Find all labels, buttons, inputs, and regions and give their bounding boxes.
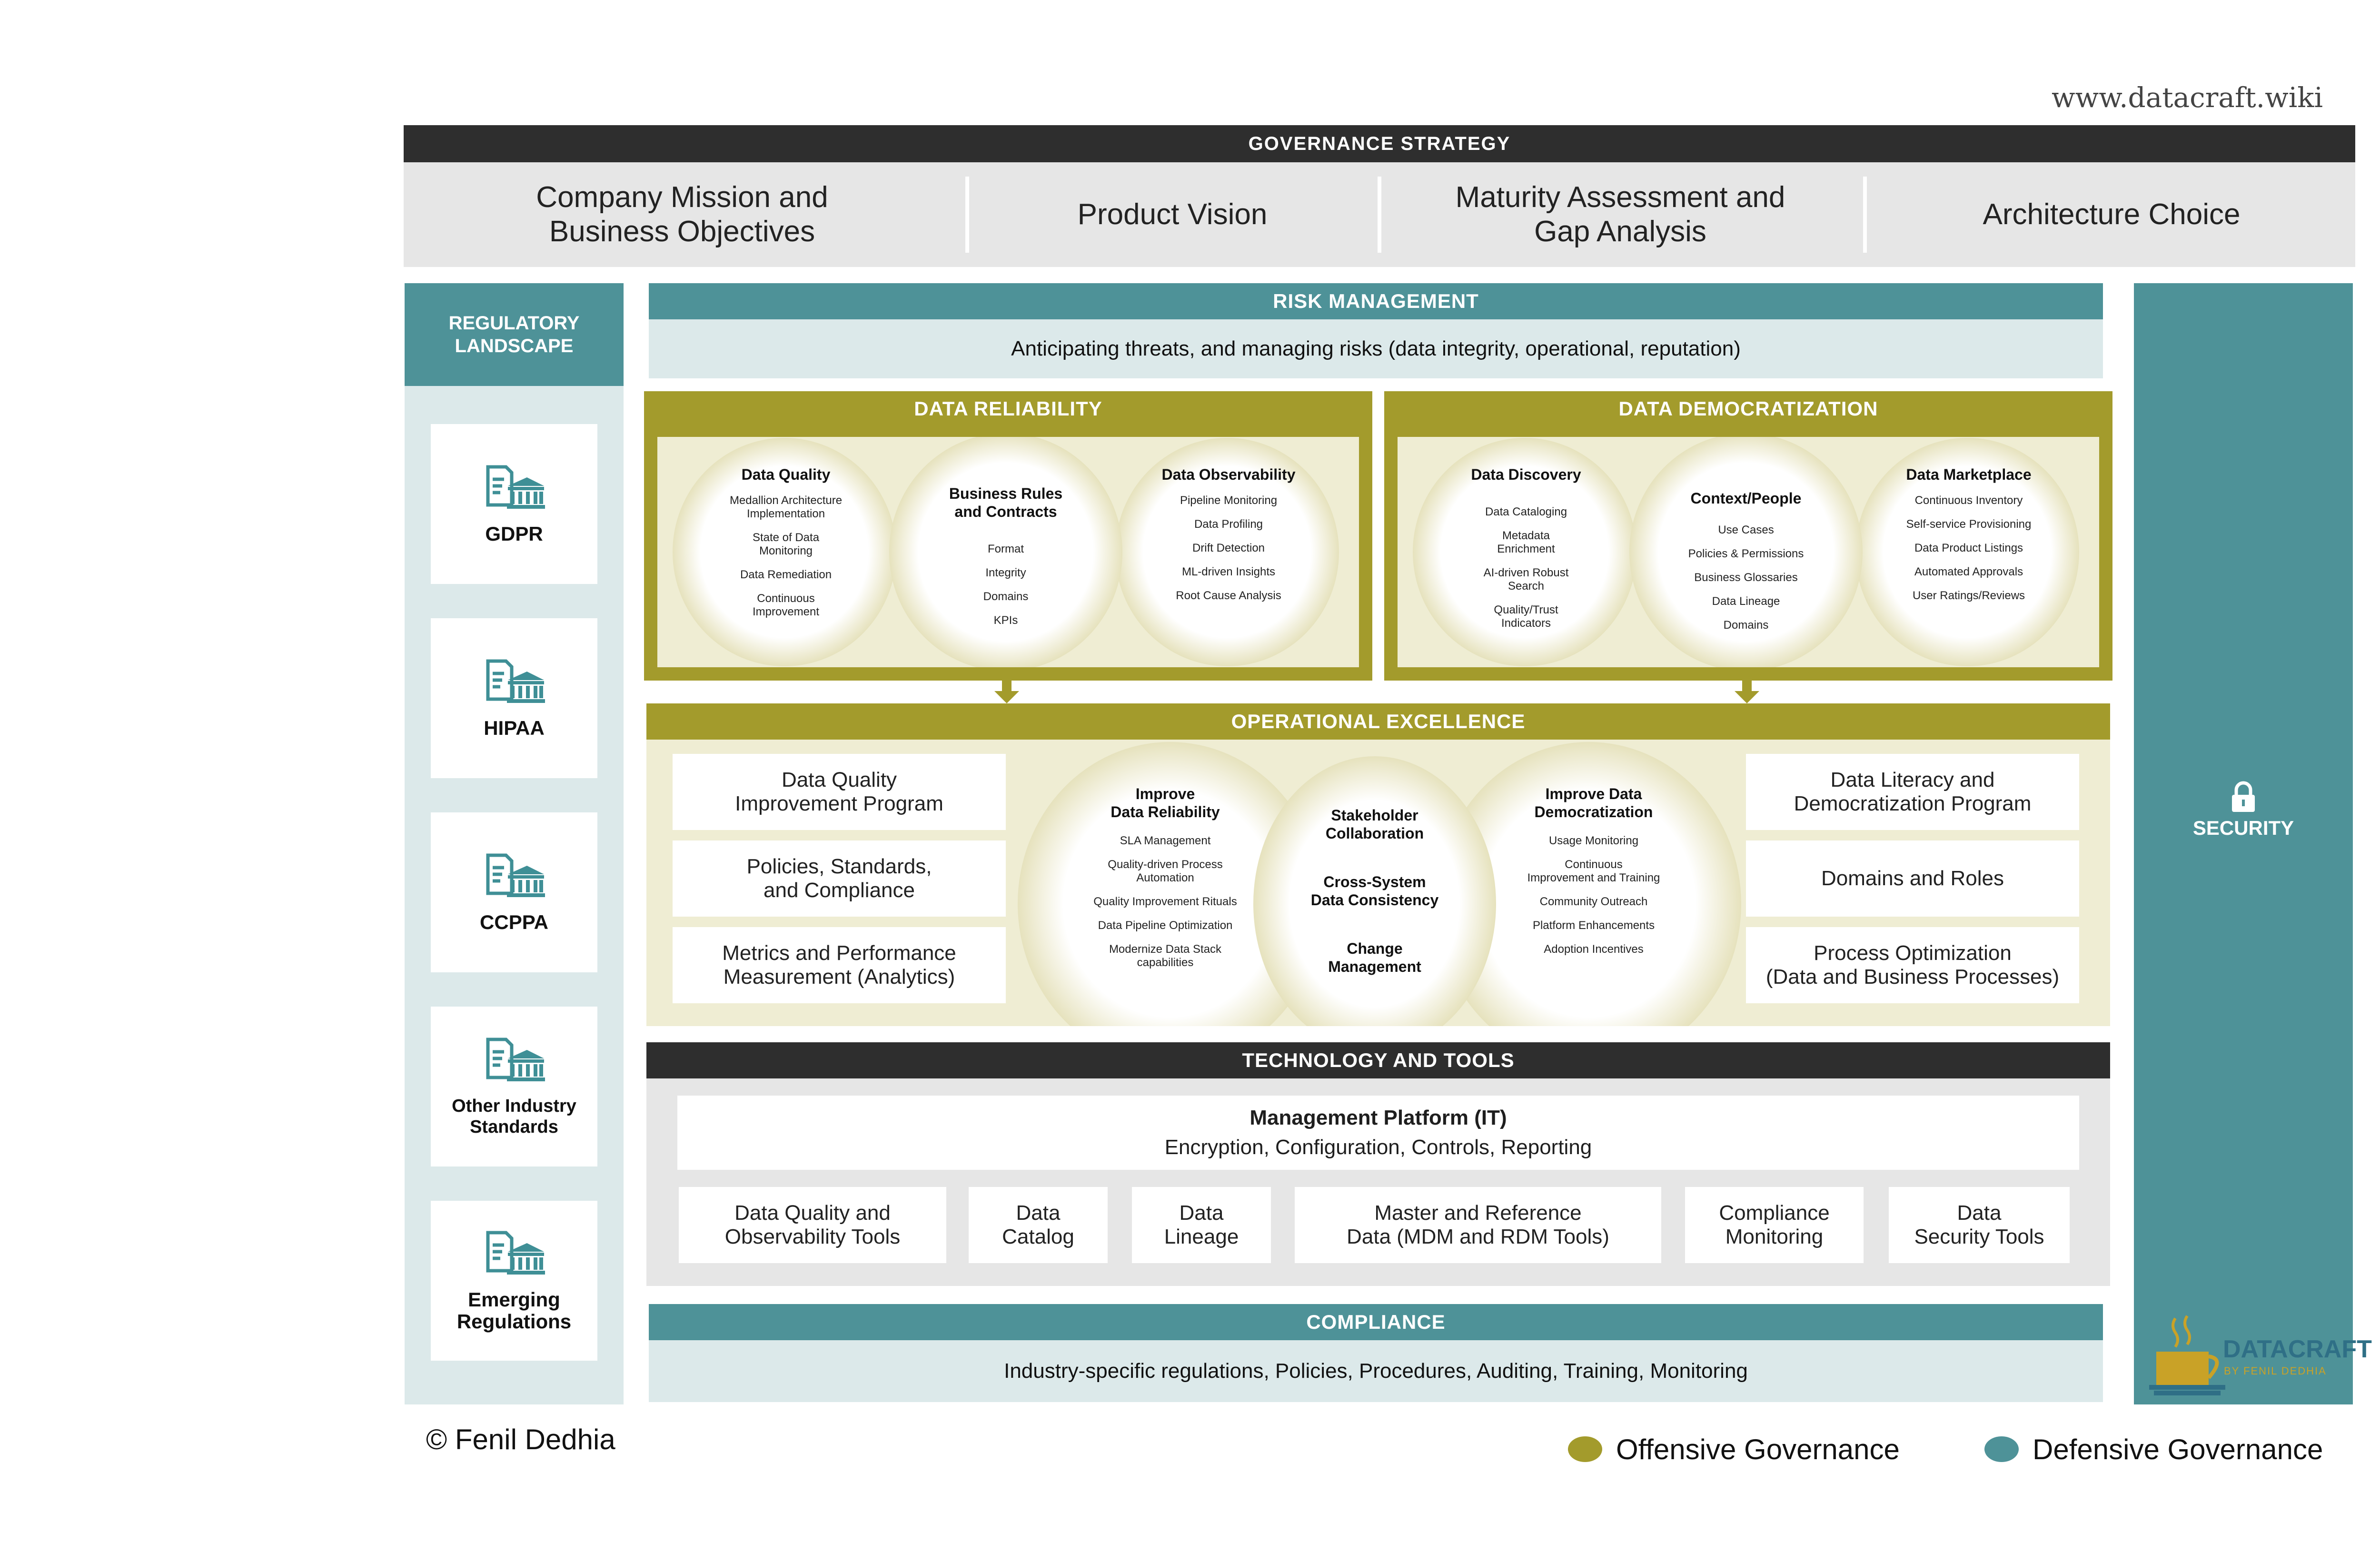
domains-roles-box: Domains and Roles (1746, 840, 2079, 917)
logo-name: DATACRAFT (2223, 1335, 2372, 1363)
lens-item: Quality-driven Process Automation (1108, 858, 1223, 884)
improve-reliability-group (1061, 785, 1270, 969)
website-url: www.datacraft.wiki (2052, 81, 2323, 114)
lens-item: Drift Detection (1192, 542, 1265, 554)
tool-data-catalog: Data Catalog (969, 1187, 1108, 1263)
regulation-card-gdpr (431, 424, 597, 584)
lock-icon (2229, 781, 2258, 813)
data-reliability-content (657, 437, 1359, 667)
gov-item-mission: Company Mission and Business Objectives (536, 181, 828, 248)
tool-mdm-rdm: Master and Reference Data (MDM and RDM Tools) (1295, 1187, 1661, 1263)
lens-item: ML-driven Insights (1181, 565, 1276, 578)
offensive-legend-label: Offensive Governance (1616, 1433, 1900, 1465)
lens-item: Business Glossaries (1694, 571, 1798, 584)
lens-item: Domains (1723, 619, 1769, 632)
data-observability-group (1136, 465, 1321, 603)
lens-item: AI-driven Robust Search (1483, 566, 1569, 593)
divider (1378, 177, 1381, 253)
regulation-card-other-standards (431, 1007, 597, 1166)
data-marketplace-title: Data Marketplace (1906, 466, 2032, 483)
tool-data-lineage: Data Lineage (1132, 1187, 1271, 1263)
center-lens-group (1279, 806, 1470, 976)
policies-standards-box: Policies, Standards, and Compliance (673, 840, 1006, 917)
risk-management-header: RISK MANAGEMENT (649, 283, 2103, 319)
coffee-cup-logo-icon (2142, 1309, 2232, 1399)
lens-item: Domains (983, 590, 1029, 603)
lens-item: Modernize Data Stack capabilities (1109, 943, 1222, 969)
arrow-down-icon (992, 681, 1021, 704)
regulation-label: HIPAA (484, 717, 545, 739)
tool-data-security: Data Security Tools (1889, 1187, 2070, 1263)
risk-management-text: Anticipating threats, and managing risks (data integrity, operational, reputation) (649, 319, 2103, 378)
lens-item: Automated Approvals (1914, 565, 2023, 578)
tool-dq-observability: Data Quality and Observability Tools (679, 1187, 946, 1263)
lens-item: Continuous Inventory (1914, 494, 2023, 507)
dq-improvement-program-box: Data Quality Improvement Program (673, 754, 1006, 830)
lens-item: Data Remediation (740, 568, 832, 581)
change-management-label: Change Management (1328, 940, 1421, 975)
data-discovery-title: Data Discovery (1471, 466, 1581, 483)
lens-item: Medallion Architecture Implementation (729, 494, 843, 520)
gov-item-architecture: Architecture Choice (1983, 198, 2241, 231)
lens-item: Quality Improvement Rituals (1093, 895, 1237, 908)
lens-item: Root Cause Analysis (1176, 589, 1281, 602)
technology-tools-body (646, 1078, 2110, 1286)
management-platform-text: Encryption, Configuration, Controls, Reporting (1164, 1136, 1592, 1159)
lens-item: Use Cases (1718, 524, 1774, 536)
regulation-card-hipaa (431, 618, 597, 778)
datacraft-logo (2142, 1309, 2372, 1399)
improve-reliability-title: Improve Data Reliability (1111, 785, 1220, 820)
stakeholder-collaboration-label: Stakeholder Collaboration (1325, 807, 1424, 842)
regulation-label: Other Industry Standards (452, 1096, 576, 1137)
regulation-building-icon (483, 463, 545, 511)
operational-excellence-header: OPERATIONAL EXCELLENCE (646, 703, 2110, 740)
metrics-performance-box: Metrics and Performance Measurement (Analytics) (673, 927, 1006, 1003)
lens-item: Data Profiling (1194, 518, 1263, 531)
regulation-building-icon (483, 851, 545, 899)
offensive-legend-dot (1566, 1430, 1604, 1468)
lens-item: Metadata Enrichment (1497, 529, 1555, 555)
data-democratization-panel (1384, 391, 2112, 681)
context-people-title: Context/People (1690, 490, 1802, 507)
lens-item: Continuous Improvement and Training (1527, 858, 1660, 884)
lens-item: Data Lineage (1712, 595, 1780, 608)
regulation-building-icon (483, 657, 545, 705)
lens-item: Data Pipeline Optimization (1098, 919, 1233, 932)
data-reliability-header: DATA RELIABILITY (914, 397, 1102, 420)
lens-item: Pipeline Monitoring (1180, 494, 1278, 507)
data-observability-title: Data Observability (1161, 466, 1296, 483)
lens-item: State of Data Monitoring (752, 531, 820, 557)
improve-democratization-title: Improve Data Democratization (1534, 785, 1653, 820)
governance-strategy-header: GOVERNANCE STRATEGY (404, 125, 2355, 162)
defensive-legend-dot (1983, 1430, 2021, 1468)
gov-item-maturity: Maturity Assessment and Gap Analysis (1455, 181, 1785, 248)
defensive-legend-label: Defensive Governance (2033, 1433, 2323, 1465)
governance-strategy-row (404, 162, 2355, 267)
business-rules-title: Business Rules and Contracts (949, 485, 1063, 520)
business-rules-group (915, 484, 1096, 627)
arrow-down-icon (1733, 681, 1761, 704)
data-discovery-group (1436, 465, 1616, 630)
compliance-text: Industry-specific regulations, Policies, Procedures, Auditing, Training, Monitoring (649, 1340, 2103, 1402)
lens-item: Data Cataloging (1485, 505, 1567, 518)
management-platform-title: Management Platform (IT) (1250, 1106, 1507, 1129)
divider (1863, 177, 1867, 253)
lens-item: KPIs (993, 614, 1018, 627)
lens-item: Usage Monitoring (1548, 834, 1639, 847)
lens-item: Self-service Provisioning (1906, 518, 2032, 531)
lens-item: Adoption Incentives (1544, 943, 1644, 956)
lens-item: User Ratings/Reviews (1912, 589, 2025, 602)
regulatory-landscape-header: REGULATORY LANDSCAPE (405, 283, 624, 386)
regulation-label: GDPR (485, 523, 543, 545)
gov-item-product-vision: Product Vision (1077, 198, 1268, 231)
lens-item: Integrity (985, 566, 1026, 579)
technology-tools-header: TECHNOLOGY AND TOOLS (646, 1042, 2110, 1078)
cross-system-consistency-label: Cross-System Data Consistency (1310, 873, 1439, 909)
compliance-header: COMPLIANCE (649, 1304, 2103, 1340)
operational-excellence-body (646, 740, 2110, 1026)
data-quality-title: Data Quality (741, 466, 831, 483)
lens-item: Data Product Listings (1914, 542, 2023, 554)
lens-item: Format (987, 543, 1024, 555)
lens-item: Community Outreach (1539, 895, 1648, 908)
regulation-label: Emerging Regulations (456, 1288, 572, 1333)
lens-item: SLA Management (1120, 834, 1211, 847)
regulation-building-icon (483, 1036, 545, 1083)
regulation-building-icon (483, 1229, 545, 1276)
security-label: SECURITY (2192, 817, 2294, 839)
data-reliability-panel (644, 391, 1372, 681)
process-optimization-box: Process Optimization (Data and Business Processes) (1746, 927, 2079, 1003)
logo-sub: BY FENIL DEDHIA (2224, 1365, 2327, 1377)
data-literacy-program-box: Data Literacy and Democratization Program (1746, 754, 2079, 830)
regulation-label: CCPPA (480, 911, 548, 933)
lens-item: Policies & Permissions (1688, 547, 1804, 560)
regulation-card-emerging (431, 1201, 597, 1361)
data-quality-group (695, 465, 876, 619)
improve-democratization-group (1484, 785, 1703, 956)
copyright: © Fenil Dedhia (426, 1423, 615, 1455)
regulatory-landscape-list (405, 386, 624, 1404)
data-democratization-header: DATA DEMOCRATIZATION (1618, 397, 1878, 420)
lens-item: Continuous Improvement (752, 592, 820, 618)
lens-item: Quality/Trust Indicators (1494, 603, 1558, 630)
lens-item: Platform Enhancements (1532, 919, 1655, 932)
data-marketplace-group (1876, 465, 2062, 603)
management-platform-box (677, 1096, 2079, 1170)
tool-compliance-monitoring: Compliance Monitoring (1685, 1187, 1864, 1263)
divider (965, 177, 969, 253)
data-democratization-content (1398, 437, 2099, 667)
context-people-group (1656, 489, 1836, 632)
regulation-card-ccppa (431, 812, 597, 972)
